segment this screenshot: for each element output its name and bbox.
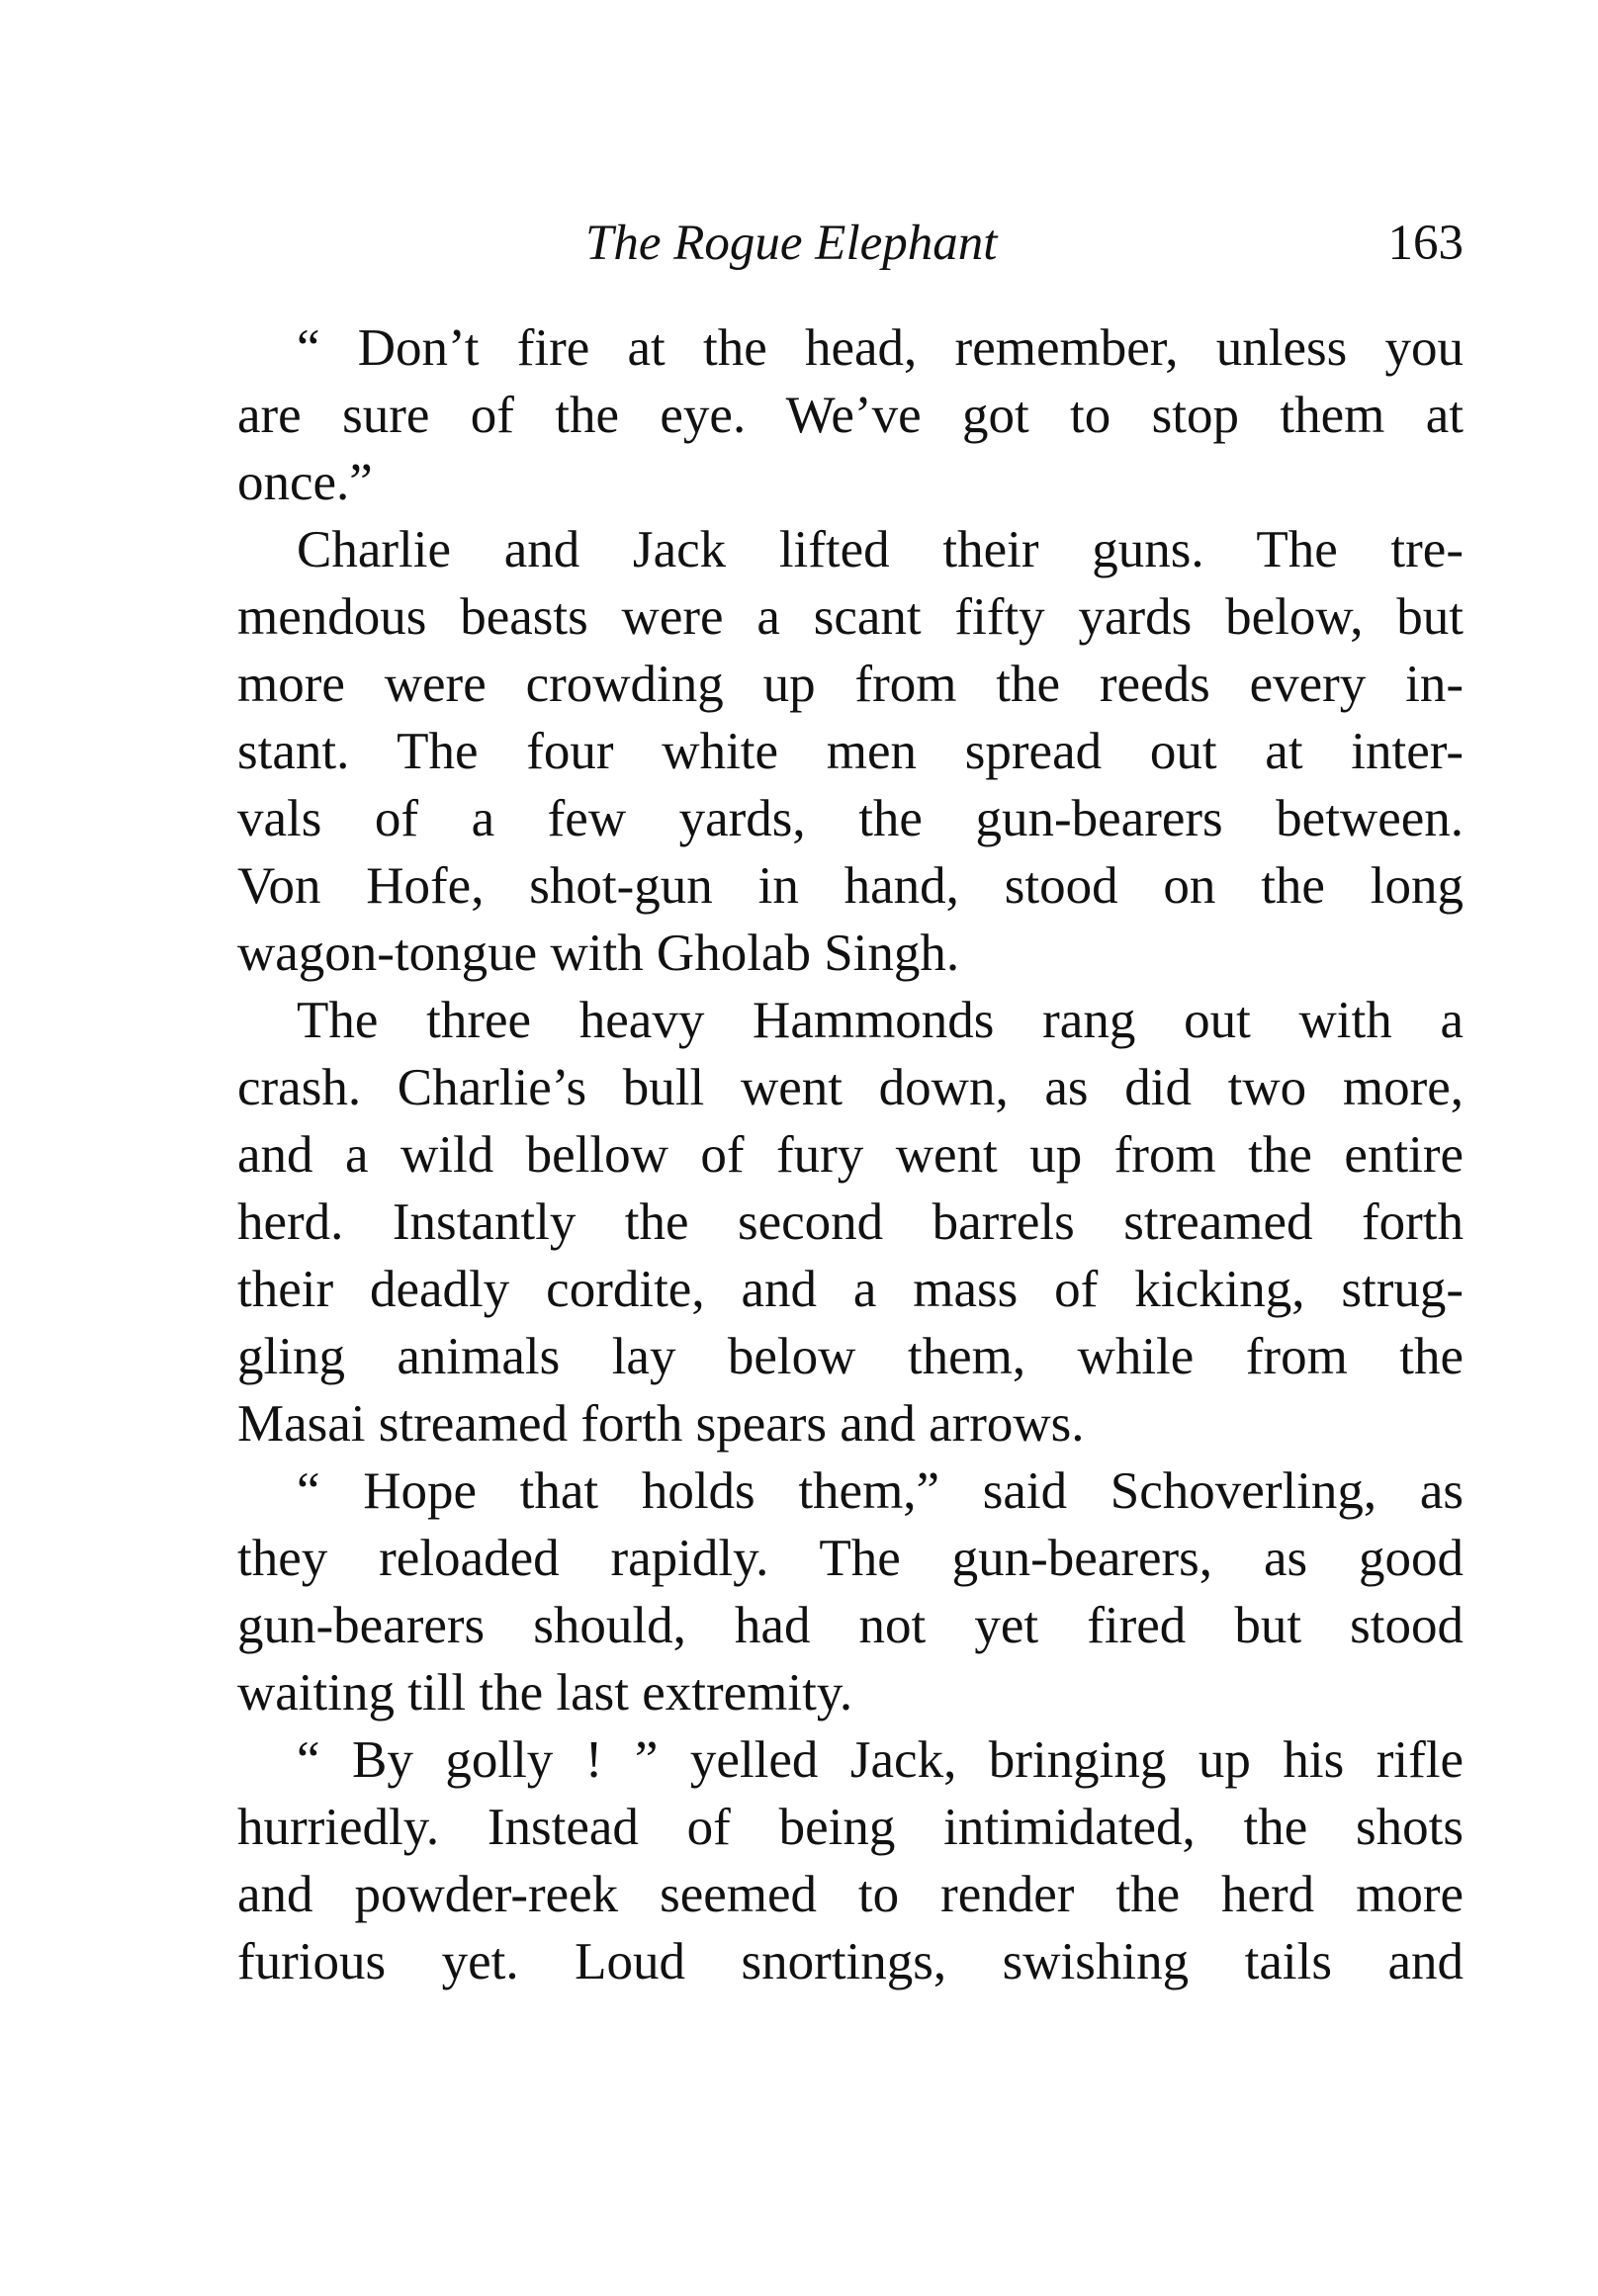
text-line: once.”	[237, 454, 373, 511]
paragraph	[237, 314, 1464, 516]
text-line: crash. Charlie’s bull went down, as did two more,	[237, 1059, 1464, 1116]
text-line: mendous beasts were a scant fifty yards below, but	[237, 588, 1464, 646]
running-title: The Rogue Elephant	[585, 216, 998, 271]
text-line: hurriedly. Instead of being intimidated, the shots	[237, 1799, 1464, 1856]
text-line: and a wild bellow of fury went up from the entire	[237, 1126, 1464, 1184]
body-text	[237, 314, 1464, 1995]
paragraph	[237, 1457, 1464, 1726]
text-line: “ Hope that holds them,” said Schoverling, as	[297, 1462, 1464, 1520]
text-line: and powder-reek seemed to render the herd more	[237, 1866, 1464, 1923]
text-line: stant. The four white men spread out at inter-	[237, 723, 1464, 780]
text-line: Charlie and Jack lifted their guns. The tre-	[297, 521, 1464, 578]
text-line: herd. Instantly the second barrels streamed forth	[237, 1193, 1464, 1251]
text-line: more were crowding up from the reeds every in-	[237, 656, 1464, 713]
text-line: are sure of the eye. We’ve got to stop them at	[237, 387, 1464, 444]
text-line: their deadly cordite, and a mass of kicking, strug-	[237, 1261, 1464, 1318]
paragraph	[237, 1726, 1464, 1995]
text-line: gun-bearers should, had not yet fired but stood	[237, 1597, 1464, 1654]
text-line: Von Hofe, shot-gun in hand, stood on the long	[237, 857, 1464, 915]
paragraph	[237, 987, 1464, 1457]
text-line: furious yet. Loud snortings, swishing tails and	[237, 1933, 1464, 1990]
paragraph	[237, 516, 1464, 987]
text-line: Masai streamed forth spears and arrows.	[237, 1395, 1085, 1453]
text-line: they reloaded rapidly. The gun-bearers, as good	[237, 1530, 1464, 1587]
text-line: The three heavy Hammonds rang out with a	[297, 992, 1464, 1049]
text-line: wagon-tongue with Gholab Singh.	[237, 925, 960, 982]
text-line: gling animals lay below them, while from the	[237, 1328, 1464, 1385]
text-line: “ Don’t fire at the head, remember, unless you	[297, 319, 1464, 377]
page-header	[237, 204, 1464, 283]
text-line: waiting till the last extremity.	[237, 1664, 853, 1722]
text-line: vals of a few yards, the gun-bearers between.	[237, 790, 1464, 847]
page-number: 163	[1387, 216, 1464, 271]
text-line: “ By golly ! ” yelled Jack, bringing up his rifle	[297, 1731, 1464, 1789]
